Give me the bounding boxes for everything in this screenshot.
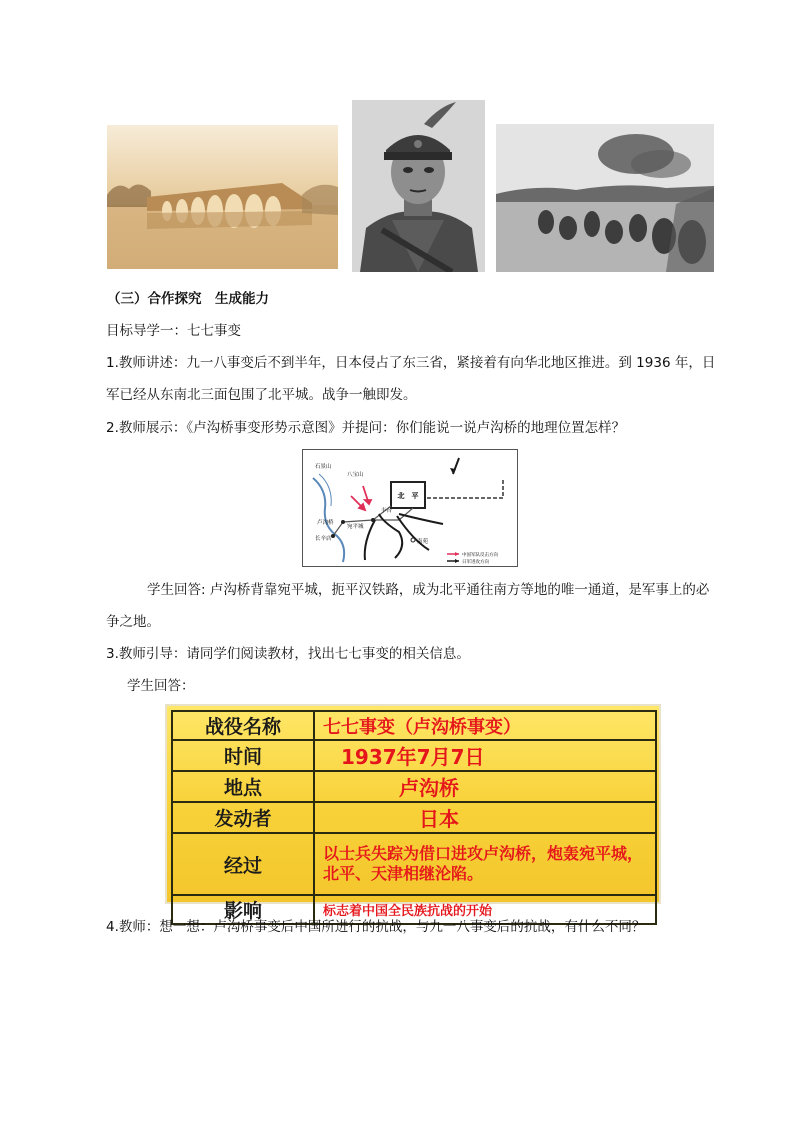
item1-line2: 军已经从东南北三面包围了北平城。战争一触即发。: [106, 387, 417, 403]
bridge-image: [107, 125, 338, 269]
row-key: 战役名称: [172, 711, 314, 740]
label-changxindian: 长辛店: [315, 536, 332, 542]
row-value: 标志着中国全民族抗战的开始: [314, 895, 656, 924]
section-heading: （三）合作探究 生成能力: [107, 291, 269, 307]
lugouqiao-map: [302, 449, 518, 567]
table-row: [172, 740, 656, 771]
row-key: 影响: [172, 895, 314, 924]
soldier-image: [352, 100, 485, 272]
row-value: 日本: [314, 802, 656, 833]
legend-japan: 日军进攻方向: [462, 560, 489, 565]
student-answer1-line2: 争之地。: [106, 614, 160, 630]
row-key: 经过: [172, 833, 314, 895]
item3-text: 3.教师引导：请同学们阅读教材，找出七七事变的相关信息。: [106, 646, 470, 662]
label-beiping: 北 平: [397, 492, 419, 500]
label-babaoshan: 八宝山: [347, 472, 364, 478]
legend-china: 中国军队反击方向: [462, 553, 498, 558]
student-answer1-line1: 学生回答: 卢沟桥背靠宛平城，扼平汉铁路，成为北平通往南方等地的唯一通道，是军事上的必: [147, 582, 710, 598]
table-row: [172, 711, 656, 740]
railway-line: [421, 478, 503, 498]
label-lugouqiao: 卢沟桥: [317, 520, 334, 526]
battle-scene-photo: [496, 124, 714, 272]
qiqi-incident-table: [165, 704, 661, 922]
table-row: [172, 802, 656, 833]
label-wanpingcheng: 宛平城: [347, 524, 364, 530]
table-row: [172, 833, 656, 895]
subheading: 目标导学一：七七事变: [106, 323, 241, 339]
soldier-portrait-photo: [352, 100, 485, 272]
item4-text: 4.教师：想一想：卢沟桥事变后中国所进行的抗战，与九一八事变后的抗战，有什么不同？: [106, 919, 646, 935]
student-answer2: 学生回答：: [127, 678, 195, 694]
label-fengtai: 丰台: [381, 508, 393, 514]
label-nanyuan: 南苑: [417, 539, 429, 545]
row-value: 1937年7月7日: [314, 740, 656, 771]
china-counter-arrows: [351, 486, 371, 510]
row-value: 以士兵失踪为借口进攻卢沟桥，炮轰宛平城，北平、天津相继沦陷。: [314, 833, 656, 895]
battle-image: [496, 124, 714, 272]
map-legend: [447, 551, 498, 565]
row-value: 卢沟桥: [314, 771, 656, 802]
row-value: 七七事变（卢沟桥事变）: [314, 711, 656, 740]
label-shijingshan: 石景山: [315, 464, 332, 470]
row-key: 时间: [172, 740, 314, 771]
japan-attack-arrows: [365, 514, 443, 560]
table-row: [172, 771, 656, 802]
item2-text: 2.教师展示：《卢沟桥事变形势示意图》并提问：你们能说一说卢沟桥的地理位置怎样？: [106, 420, 626, 436]
row-key: 发动者: [172, 802, 314, 833]
row-key: 地点: [172, 771, 314, 802]
seventeen-arch-bridge-photo: [107, 125, 338, 269]
item1-line1: 1.教师讲述：九一八事变后不到半年，日本侵占了东三省，紧接着有向华北地区推进。到 1936 年，日: [106, 355, 716, 371]
